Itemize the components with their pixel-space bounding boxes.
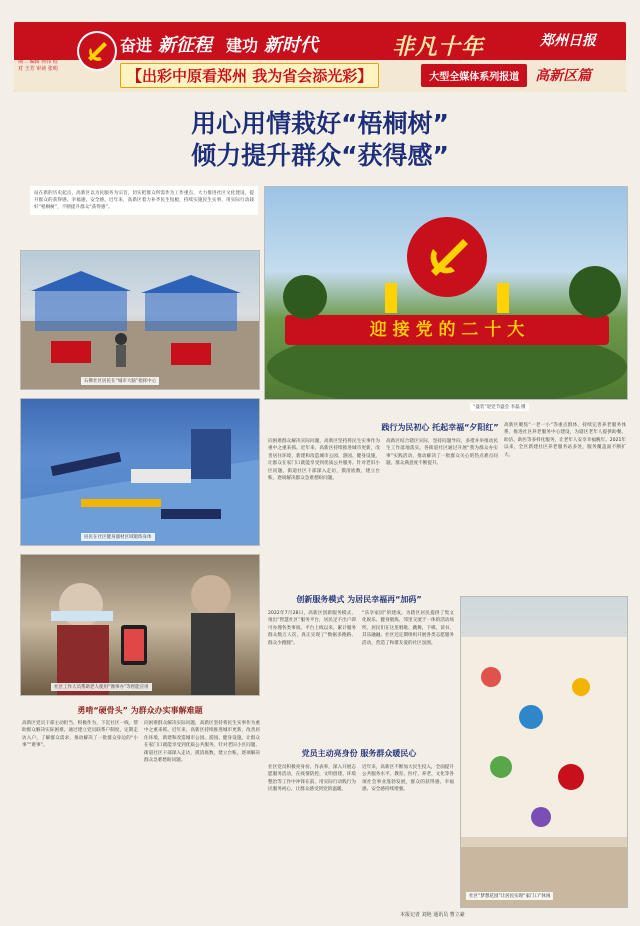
party-flower-display-photo	[264, 186, 628, 400]
lead-paragraph: 站在新的历史起点，高新区以为民服务为宗旨，切实把群众所需作为工作重点，大力推进社区文化建设，提升群众的获得感、幸福感、安全感。近年来，高新区着力补齐民生短板，持续实施民生实事，用实际行动栽好“梧桐树”，不断提升群众“获得感”。	[30, 186, 258, 215]
text-column-c: 高新区聚焦“一老一小”等重点群体，持续完善养老服务体系，推进社区养老服务中心建设，为辖区老年人提供助餐、助洁、助医等多样化服务，让老年人安享幸福晚年。2021年以来，全区新建社区养老服务站多处，服务覆盖面不断扩大。	[504, 423, 626, 458]
text-column-f: 社区党员积极亮身份、作表率，深入开展志愿服务活动，在疫情防控、文明创建、环境整治等工作中冲锋在前，用实际行动践行为民服务初心，让群众感受到党的温暖。	[268, 765, 356, 793]
section-title-4: 勇啃“硬骨头” 为群众办实事解难题	[77, 706, 203, 715]
sub-banner: 【出彩中原看郑州 我为省会添光彩】	[120, 63, 379, 88]
elder-phone-illustration	[21, 555, 260, 696]
text-column-e: 2022年7月28日，高新区创新服务模式，推出“智慧社区”服务平台，居民足不出户即可办理各类事项。平台上线以来，累计服务群众数万人次，真正实现了“数据多跑路、群众少跑腿”。	[268, 611, 356, 646]
main-headline	[0, 108, 640, 172]
flower-display-illustration	[265, 187, 628, 400]
headline-line-2: 倾力提升群众“获得感”	[191, 141, 449, 170]
byline: 本报记者 刘艳 通讯员 曹立豪	[400, 912, 465, 918]
community-photo-4	[460, 596, 628, 908]
newspaper-masthead: 郑州日报	[540, 33, 596, 49]
community-photo-2	[20, 398, 260, 546]
slogan-part-4: 新时代	[264, 35, 319, 56]
tent-scene-illustration	[21, 251, 260, 390]
calligraphy-title: 非凡十年	[392, 34, 485, 60]
section-title-1: 践行为民初心 托起幸福“夕阳红”	[381, 423, 499, 432]
photo-1-caption: 石佛社区居民在“城市大脑”指挥中心	[81, 377, 159, 385]
text-column-h: 高新区党员干部主动担当、积极作为，下沉社区一线，帮助群众解决实际困难。通过建立党员联系户制度，定期走访入户，了解群众需求，推动解决了一批群众身边的“小事”“难事”。	[22, 721, 138, 749]
header-subbar	[120, 64, 591, 86]
text-column-b: 高新区结合辖区实际，坚持问题导向，多措并举推动民生工作落地落实。各街道社区通过开展“我为群众办实事”实践活动，推动解决了一批群众关心的热点难点问题，群众满意度不断提升。	[386, 439, 498, 467]
page-number: 8	[18, 28, 34, 53]
slogan-part-2: 新征程	[158, 35, 213, 56]
slogan-part-1: 奋进	[120, 35, 153, 55]
section-title-3: 党员主动亮身份 服务群众暖民心	[301, 749, 417, 758]
big-photo-caption: “盛装”迎党节盛会 李磊 摄	[470, 403, 529, 411]
fitness-area-illustration	[21, 399, 260, 546]
series-label: 大型全媒体系列报道	[421, 64, 527, 87]
party-emblem-icon	[76, 30, 118, 72]
text-column-a: 向困难群众解决实际问题，高新区坚持将民生实事作为重中之重来抓。近年来，高新区持续推进城市更新，改善居住环境，新建和改造城市公园、游园、健身设施，让群众在家门口就能享受到优质公共服务。针对老旧小区问题，街道社区干部深入走访，摸清底数，建立台账，逐项解决群众急难愁盼问题。	[268, 439, 380, 482]
text-column-i: 向困难群众解决实际问题，高新区坚持将民生实事作为重中之重来抓。近年来，高新区持续推进城市更新，改善居住环境，新建和改造城市公园、游园、健身设施，让群众在家门口就能享受到优质公共服务。针对老旧小区问题，街道社区干部深入走访，摸清底数，建立台账，逐项解决群众急难愁盼问题。	[144, 721, 260, 764]
photo-2-caption: 居民在社区健身器材区域锻炼身体	[81, 533, 155, 541]
text-column-g: 近年来，高新区不断加大民生投入，全面提升公共服务水平。教育、医疗、养老、文化等各项社会事业蓬勃发展，群众的获得感、幸福感、安全感持续增强。	[362, 765, 454, 793]
headline-line-1: 用心用情栽好“梧桐树”	[191, 109, 449, 138]
section-title-2: 创新服务模式 为居民幸福再“加码”	[296, 595, 422, 604]
community-photo-1	[20, 250, 260, 390]
community-photo-3	[20, 554, 260, 696]
text-column-d: “乐享家园”的建成，为辖区居民提供了集文化娱乐、健身锻炼、邻里交流于一体的活动场所。居民们在这里唱歌、跳舞、下棋、读书，其乐融融。社区还定期组织开展各类志愿服务活动，营造了和谐友爱的社区氛围。	[362, 611, 454, 646]
district-label: 高新区篇	[535, 68, 592, 84]
photo-3-caption: 社区工作人员帮助老人使用“豫事办”等智能应用	[51, 683, 152, 691]
banner-text: 迎 接 党 的 二 十 大	[369, 320, 525, 340]
header-slogan	[120, 30, 318, 58]
page-info: 2022年3月1日 星期二 编辑 何伟 校对 王芳 审读 张明	[18, 52, 59, 72]
photo-4-caption: 社区“梦想花园”让居民实现“家门口”休闲	[466, 892, 553, 900]
slogan-part-3: 建功	[226, 35, 259, 55]
painting-activity-illustration	[461, 597, 628, 908]
